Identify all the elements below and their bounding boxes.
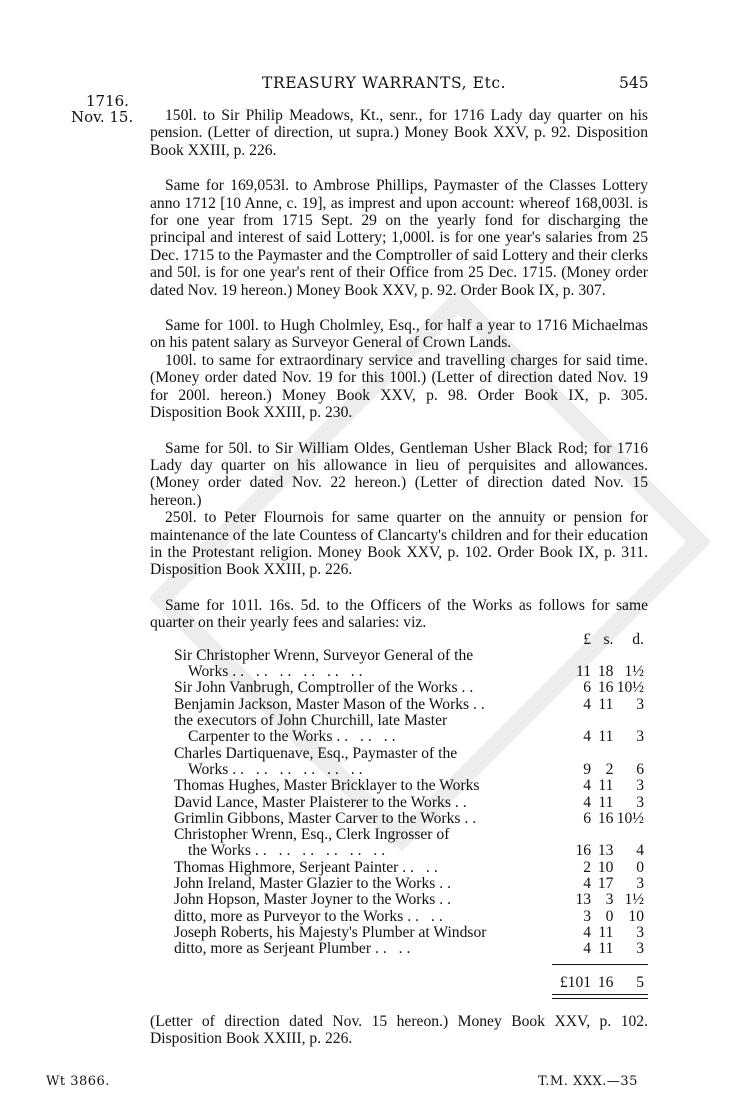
leader-dots: .. ..	[407, 907, 447, 925]
table-row	[150, 925, 648, 941]
table-row	[150, 876, 648, 892]
footer-print-code: Wt 3866.	[46, 1074, 110, 1089]
officer-line-continued: Carpenter to the Works .. .. ..	[188, 728, 400, 746]
amount-pence: 1½	[624, 891, 644, 909]
running-title: TREASURY WARRANTS, Etc.	[262, 74, 507, 92]
amount-shillings: 11	[598, 728, 614, 746]
amount-pounds: 3	[583, 907, 592, 925]
amount-pounds: 4	[583, 695, 592, 713]
amount-pence: 3	[636, 695, 644, 713]
amount-shillings: 11	[598, 793, 614, 811]
officer-name	[150, 909, 552, 925]
amount-pounds: 4	[583, 728, 592, 746]
margin-date-year: 1716.	[86, 92, 129, 110]
officer-name	[150, 778, 552, 794]
table-row	[150, 680, 648, 696]
table-total-row	[150, 965, 648, 991]
amount-shillings: 16	[597, 809, 614, 827]
officer-line-continued: Works .. .. .. .. .. ..	[188, 663, 367, 681]
total-pence: 5	[636, 973, 644, 991]
amount-shillings: 11	[598, 940, 614, 958]
amount-pence: 4	[636, 842, 644, 860]
officer-name	[150, 925, 552, 941]
column-pounds: £	[583, 630, 592, 648]
leader-dots: ..	[439, 891, 456, 909]
officer-line: Grimlin Gibbons, Master Carver to the Works	[174, 809, 461, 827]
officer-line: ditto, more as Serjeant Plumber	[174, 940, 372, 958]
amount-shillings: 11	[598, 923, 614, 941]
officer-line: John Ireland, Master Glazier to the Works	[174, 875, 436, 893]
table-row	[150, 648, 648, 681]
amount-pounds: 4	[583, 940, 592, 958]
entry-paragraph: Same for 100l. to Hugh Cholmley, Esq., for half a year to 1716 Michaelmas on his patent salary as Surveyor General of Crown Lands.	[150, 317, 648, 352]
officer-name	[150, 680, 552, 696]
officer-line: Sir Christopher Wrenn, Surveyor General of the	[174, 646, 474, 664]
amount-pence: 3	[636, 875, 644, 893]
table-total-rule-row	[150, 958, 648, 965]
margin-date-day: Nov. 15.	[71, 108, 134, 126]
table-double-rule-row	[150, 991, 648, 999]
officer-line: Charles Dartiquenave, Esq., Paymaster of the	[174, 744, 458, 762]
amount-shillings: 11	[598, 777, 614, 795]
table-row	[150, 827, 648, 860]
amount-pounds: 9	[583, 760, 592, 778]
column-shillings: s.	[603, 630, 614, 648]
officer-line: David Lance, Master Plaisterer to the Works	[174, 793, 451, 811]
amount-pence: 3	[636, 940, 644, 958]
officer-line: Joseph Roberts, his Majesty's Plumber at Windsor	[174, 923, 487, 941]
officer-name	[150, 892, 552, 908]
officer-line: Christopher Wrenn, Esq., Clerk Ingrosser of	[174, 826, 450, 844]
leader-dots: .. ..	[374, 940, 415, 958]
table-row	[150, 778, 648, 794]
table-row	[150, 795, 648, 811]
leader-dots: .. ..	[402, 858, 442, 876]
leader-dots: ..	[464, 809, 481, 827]
amount-shillings: 10	[597, 858, 614, 876]
entry-cholmley	[150, 317, 648, 421]
table-row	[150, 811, 648, 827]
total-shillings: 16	[597, 973, 614, 991]
entry-paragraph: Same for 50l. to Sir William Oldes, Gentleman Usher Black Rod; for 1716 Lady day quarter on his allowance in lieu of perquisites and allowances. (Money order dated Nov. 22 hereon.) (Letter of direction dated Nov. 15 hereon.)	[150, 439, 648, 509]
amount-pounds: 13	[575, 891, 592, 909]
amount-pence: 6	[636, 760, 644, 778]
amount-shillings: 2	[605, 760, 614, 778]
entry-phillips	[150, 177, 648, 299]
amount-shillings: 16	[597, 679, 614, 697]
leader-dots: .. .. .. .. .. ..	[254, 842, 390, 860]
leader-dots: .. .. ..	[336, 728, 400, 746]
amount-pounds: 11	[576, 663, 592, 681]
amount-shillings: 3	[605, 891, 614, 909]
table-row	[150, 746, 648, 779]
officer-line: Sir John Vanbrugh, Comptroller of the Works	[174, 679, 458, 697]
works-salary-table	[150, 632, 648, 999]
officer-name	[150, 795, 552, 811]
officer-line-continued: the Works .. .. .. .. .. ..	[188, 842, 390, 860]
leader-dots: ..	[454, 793, 471, 811]
amount-pence: 10½	[616, 679, 644, 697]
table-row	[150, 713, 648, 746]
officer-line-continued: Works .. .. .. .. .. ..	[188, 760, 367, 778]
entry-oldes	[150, 440, 648, 579]
officer-name	[150, 746, 552, 779]
officer-line: Benjamin Jackson, Master Mason of the Works	[174, 695, 470, 713]
amount-shillings: 17	[597, 875, 614, 893]
officer-line: Thomas Highmore, Serjeant Painter	[174, 858, 399, 876]
officer-name	[150, 827, 552, 860]
amount-pounds: 4	[583, 875, 592, 893]
amount-pence: 10½	[616, 809, 644, 827]
amount-pounds: 6	[583, 809, 592, 827]
works-closing: (Letter of direction dated Nov. 15 hereon.) Money Book XXV, p. 102. Disposition Book XXIII, p. 226.	[150, 1012, 648, 1048]
amount-pounds: 4	[583, 793, 592, 811]
entry-paragraph: 150l. to Sir Philip Meadows, Kt., senr., for 1716 Lady day quarter on his pension. (Letter of direction, ut supra.) Money Book XXV, p. 92. Disposition Book XXIII, p. 226.	[150, 107, 648, 159]
table-row	[150, 860, 648, 876]
table-row	[150, 909, 648, 925]
amount-pounds: 4	[583, 923, 592, 941]
entries-column	[150, 107, 648, 1048]
column-pence: d.	[632, 630, 644, 648]
officer-name	[150, 713, 552, 746]
amount-shillings: 18	[597, 663, 614, 681]
works-intro: Same for 101l. 16s. 5d. to the Officers of the Works as follows for same quarter on their yearly fees and salaries: viz.	[150, 596, 648, 632]
officer-name	[150, 811, 552, 827]
officer-name	[150, 648, 552, 681]
table-header-row	[150, 632, 648, 648]
amount-pence: 3	[636, 923, 644, 941]
leader-dots: ..	[461, 679, 478, 697]
amount-pence: 10	[628, 907, 644, 925]
footer-signature: T.M. XXX.—35	[538, 1074, 638, 1089]
amount-pence: 0	[636, 858, 644, 876]
amount-shillings: 13	[597, 842, 614, 860]
entry-paragraph: 100l. to same for extraordinary service and travelling charges for said time. (Money order dated Nov. 19 for this 100l.) (Letter of direction dated Nov. 19 for 200l. hereon.) Money Book XXV, p. 98. Order Book IX, p. 305. Disposition Book XXIII, p. 230.	[150, 351, 648, 422]
leader-dots: ..	[439, 875, 456, 893]
amount-pence: 3	[636, 777, 644, 795]
leader-dots: ..	[473, 695, 489, 713]
officer-line: John Hopson, Master Joyner to the Works	[174, 891, 436, 909]
leader-dots: .. .. .. .. .. ..	[232, 663, 367, 681]
table-row	[150, 941, 648, 957]
leader-dots: .. .. .. .. .. ..	[232, 760, 367, 778]
officer-name	[150, 876, 552, 892]
amount-pounds: 2	[583, 858, 592, 876]
amount-shillings: 11	[598, 695, 614, 713]
officer-name	[150, 860, 552, 876]
page-number: 545	[619, 74, 649, 92]
officer-name	[150, 697, 552, 713]
table-row	[150, 697, 648, 713]
officer-line: Thomas Hughes, Master Bricklayer to the Works	[174, 777, 480, 795]
amount-pounds: 4	[583, 777, 592, 795]
total-pounds: £101	[559, 973, 592, 991]
officer-name	[150, 941, 552, 957]
amount-shillings: 0	[605, 907, 614, 925]
entry-meadows	[150, 107, 648, 159]
amount-pence: 3	[636, 728, 644, 746]
amount-pounds: 6	[583, 679, 592, 697]
officer-line: the executors of John Churchill, late Master	[174, 712, 448, 730]
amount-pounds: 16	[575, 842, 592, 860]
entry-paragraph: Same for 169,053l. to Ambrose Phillips, Paymaster of the Classes Lottery anno 1712 [10 Anne, c. 19], as imprest and upon account: whereof 168,003l. is for one year from 1715 Sept. 29 on the yearly fond for discharging the principal and interest of said Lottery; 1,000l. is for one year's salaries from 25 Dec. 1715 to the Paymaster and the Comptroller of said Lottery and their clerks and 50l. is for one year's rent of their Office from 25 Dec. 1715. (Money order dated Nov. 19 hereon.) Money Book XXV, p. 92. Order Book IX, p. 307.	[150, 177, 648, 299]
table-row	[150, 892, 648, 908]
entry-paragraph: 250l. to Peter Flournois for same quarter on the annuity or pension for maintenance of the late Countess of Clancarty's children and for their education in the Protestant religion. Money Book XXV, p. 102. Order Book IX, p. 311. Disposition Book XXIII, p. 226.	[150, 509, 648, 579]
entry-officers-of-works	[150, 597, 648, 1048]
officer-line: ditto, more as Purveyor to the Works	[174, 907, 404, 925]
amount-pence: 1½	[624, 663, 644, 681]
amount-pence: 3	[636, 793, 644, 811]
